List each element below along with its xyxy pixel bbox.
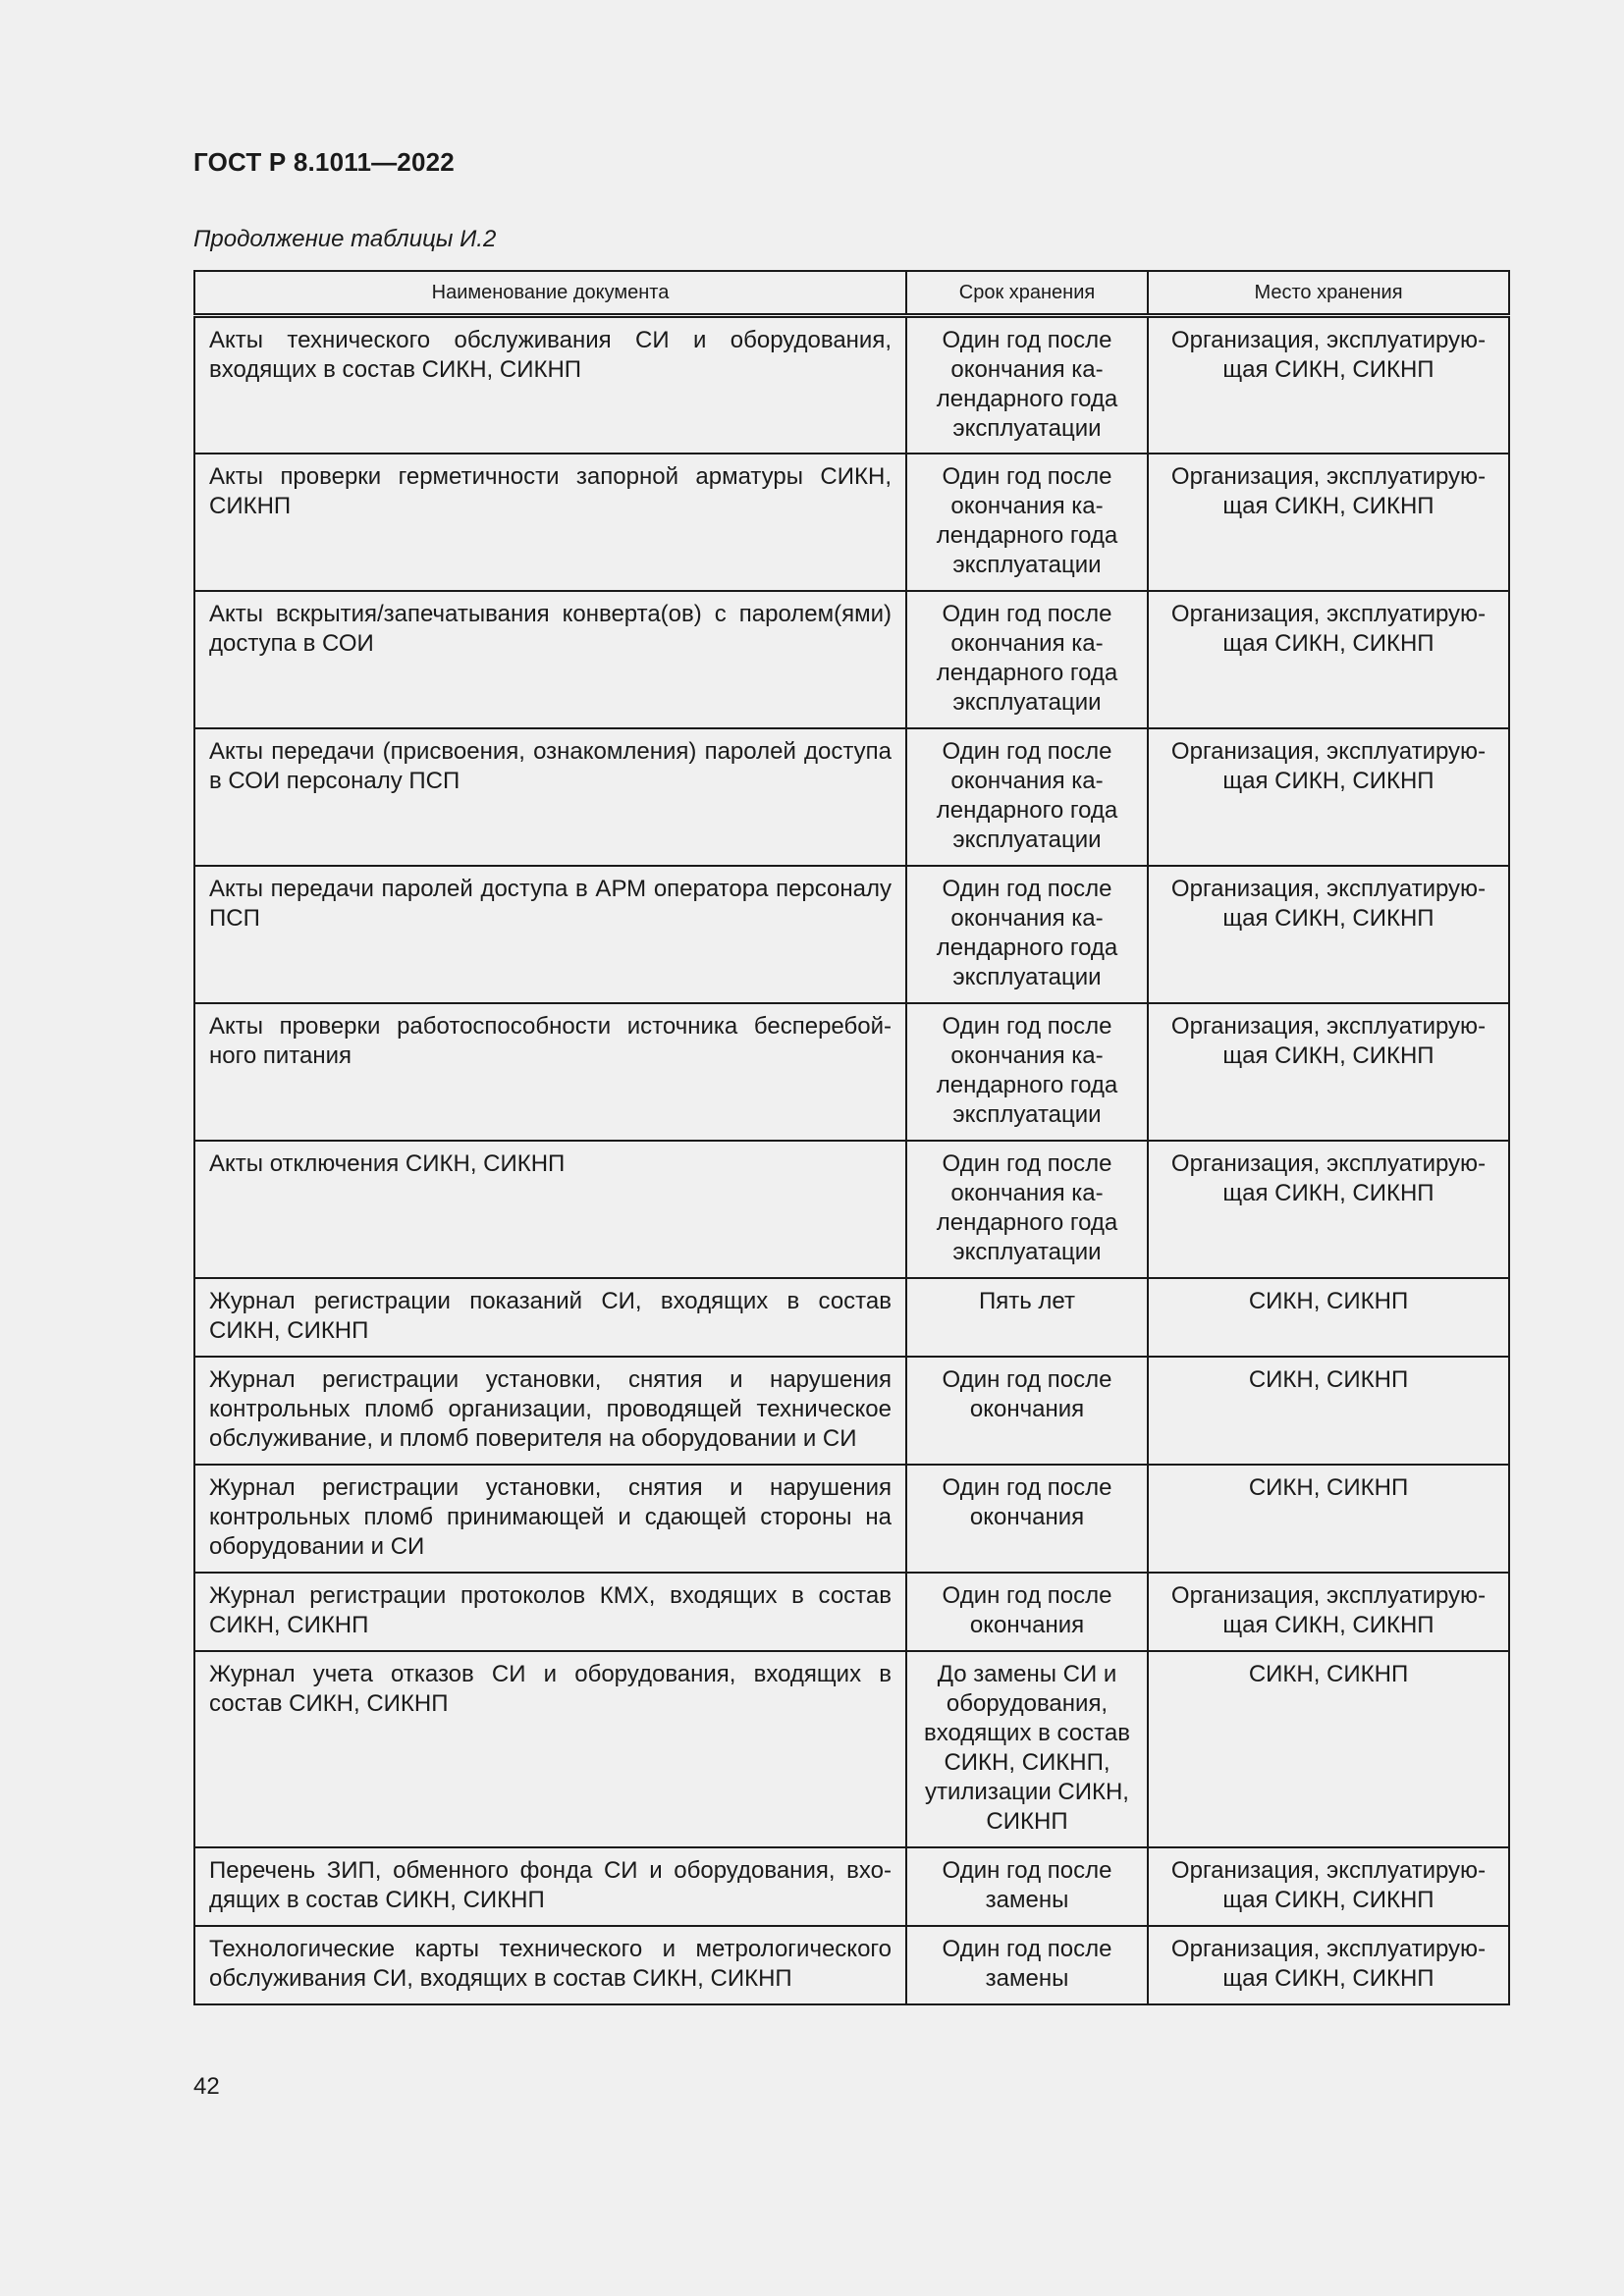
document-name-cell: Журнал регистрации показаний СИ, входящих в состав СИКН, СИКНП bbox=[194, 1278, 906, 1357]
document-name-cell: Журнал регистрации протоколов КМХ, входящих в состав СИКН, СИКНП bbox=[194, 1573, 906, 1651]
storage-place-cell: Организация, эксплуатирующая СИКН, СИКНП bbox=[1148, 316, 1509, 454]
table-row bbox=[194, 866, 1509, 1003]
table-row bbox=[194, 728, 1509, 866]
storage-place-cell: Организация, эксплуатирующая СИКН, СИКНП bbox=[1148, 1847, 1509, 1926]
document-name-cell: Журнал учета отказов СИ и оборудования, входящих в состав СИКН, СИКНП bbox=[194, 1651, 906, 1847]
storage-term-cell: Один год после окончания bbox=[906, 1465, 1148, 1573]
storage-term-cell: Один год после окончания календарного года эксплуатации bbox=[906, 1003, 1148, 1141]
column-header-document: Наименование документа bbox=[194, 271, 906, 316]
document-name-cell: Технологические карты технического и метрологического обслуживания СИ, входящих в состав СИКН, СИКНП bbox=[194, 1926, 906, 2004]
storage-term-cell: Один год после окончания календарного года эксплуатации bbox=[906, 1141, 1148, 1278]
storage-term-cell: Один год после окончания календарного года эксплуатации bbox=[906, 591, 1148, 728]
document-name-cell: Журнал регистрации установки, снятия и нарушения контрольных пломб организации, проводящей техническое обслуживание, и пломб поверителя на оборудовании и СИ bbox=[194, 1357, 906, 1465]
table-row bbox=[194, 591, 1509, 728]
table-row bbox=[194, 1465, 1509, 1573]
storage-term-cell: Один год после замены bbox=[906, 1926, 1148, 2004]
storage-term-cell: До замены СИ и оборудования, входящих в состав СИКН, СИКНП, утилизации СИКН, СИКНП bbox=[906, 1651, 1148, 1847]
storage-place-cell: СИКН, СИКНП bbox=[1148, 1465, 1509, 1573]
document-name-cell: Акты передачи паролей доступа в АРМ оператора персоналу ПСП bbox=[194, 866, 906, 1003]
storage-place-cell: Организация, эксплуатирующая СИКН, СИКНП bbox=[1148, 591, 1509, 728]
table-row bbox=[194, 1651, 1509, 1847]
storage-term-cell: Один год после замены bbox=[906, 1847, 1148, 1926]
column-header-place: Место хранения bbox=[1148, 271, 1509, 316]
storage-place-cell: СИКН, СИКНП bbox=[1148, 1651, 1509, 1847]
storage-term-cell: Один год после окончания календарного года эксплуатации bbox=[906, 728, 1148, 866]
document-name-cell: Акты передачи (присвоения, ознакомления) паролей доступа в СОИ персоналу ПСП bbox=[194, 728, 906, 866]
storage-term-cell: Один год после окончания календарного года эксплуатации bbox=[906, 866, 1148, 1003]
document-header: ГОСТ Р 8.1011—2022 bbox=[193, 147, 455, 177]
storage-place-cell: СИКН, СИКНП bbox=[1148, 1357, 1509, 1465]
storage-table bbox=[193, 270, 1510, 2005]
document-name-cell: Акты вскрытия/запечатывания конверта(ов) с паролем(ями) доступа в СОИ bbox=[194, 591, 906, 728]
table-row bbox=[194, 1278, 1509, 1357]
page-number: 42 bbox=[193, 2073, 220, 2100]
table-caption: Продолжение таблицы И.2 bbox=[193, 226, 497, 252]
table-row bbox=[194, 1141, 1509, 1278]
storage-place-cell: Организация, эксплуатирующая СИКН, СИКНП bbox=[1148, 1141, 1509, 1278]
table-header-row bbox=[194, 271, 1509, 316]
table-row bbox=[194, 1357, 1509, 1465]
table-row bbox=[194, 1573, 1509, 1651]
table-row bbox=[194, 1926, 1509, 2004]
document-name-cell: Акты проверки работоспособности источника бесперебойного питания bbox=[194, 1003, 906, 1141]
storage-place-cell: Организация, эксплуатирующая СИКН, СИКНП bbox=[1148, 454, 1509, 591]
storage-place-cell: Организация, эксплуатирующая СИКН, СИКНП bbox=[1148, 1003, 1509, 1141]
storage-term-cell: Один год после окончания календарного года эксплуатации bbox=[906, 316, 1148, 454]
column-header-term: Срок хранения bbox=[906, 271, 1148, 316]
storage-place-cell: Организация, эксплуатирующая СИКН, СИКНП bbox=[1148, 866, 1509, 1003]
document-name-cell: Акты технического обслуживания СИ и оборудования, входящих в состав СИКН, СИКНП bbox=[194, 316, 906, 454]
document-name-cell: Акты отключения СИКН, СИКНП bbox=[194, 1141, 906, 1278]
storage-place-cell: Организация, эксплуатирующая СИКН, СИКНП bbox=[1148, 728, 1509, 866]
document-name-cell: Перечень ЗИП, обменного фонда СИ и оборудования, входящих в состав СИКН, СИКНП bbox=[194, 1847, 906, 1926]
storage-term-cell: Один год после окончания bbox=[906, 1573, 1148, 1651]
storage-term-cell: Один год после окончания bbox=[906, 1357, 1148, 1465]
storage-place-cell: Организация, эксплуатирующая СИКН, СИКНП bbox=[1148, 1926, 1509, 2004]
storage-term-cell: Один год после окончания календарного года эксплуатации bbox=[906, 454, 1148, 591]
storage-place-cell: Организация, эксплуатирующая СИКН, СИКНП bbox=[1148, 1573, 1509, 1651]
table-row bbox=[194, 1003, 1509, 1141]
storage-place-cell: СИКН, СИКНП bbox=[1148, 1278, 1509, 1357]
table-body bbox=[194, 316, 1509, 2004]
document-name-cell: Журнал регистрации установки, снятия и нарушения контрольных пломб принимающей и сдающей стороны на оборудовании и СИ bbox=[194, 1465, 906, 1573]
table-row bbox=[194, 316, 1509, 454]
storage-term-cell: Пять лет bbox=[906, 1278, 1148, 1357]
table-row bbox=[194, 1847, 1509, 1926]
document-name-cell: Акты проверки герметичности запорной арматуры СИКН, СИКНП bbox=[194, 454, 906, 591]
table-row bbox=[194, 454, 1509, 591]
